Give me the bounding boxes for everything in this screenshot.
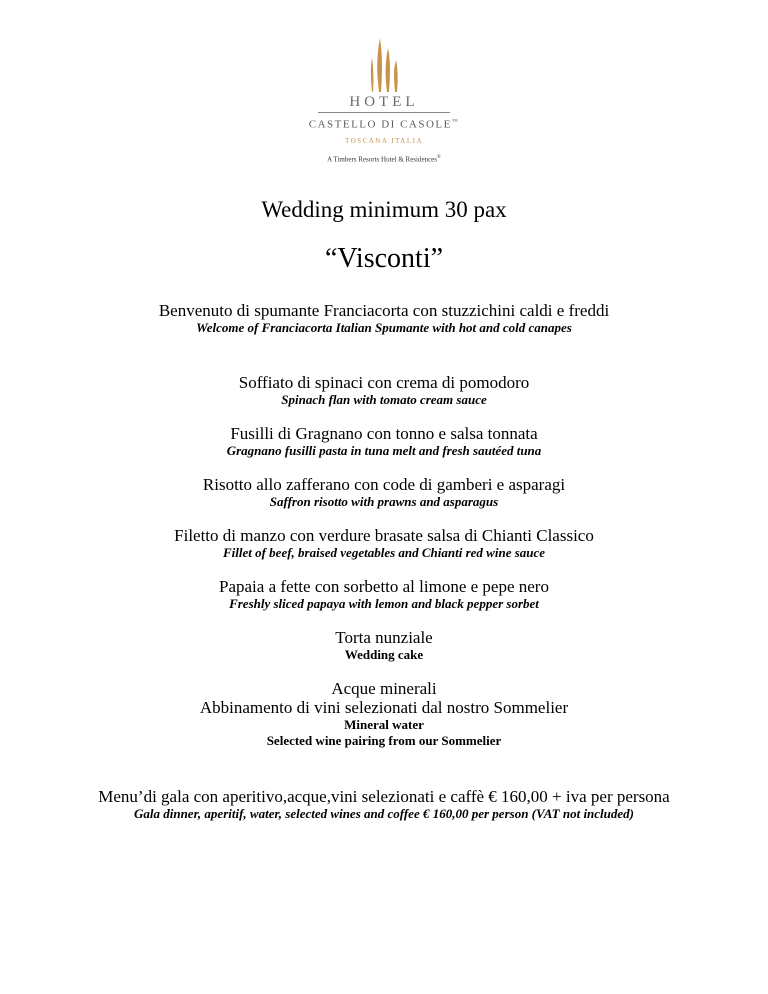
course-item: [0, 424, 768, 459]
logo-registered: ®: [437, 154, 441, 160]
drinks-en-line1: Mineral water: [344, 717, 424, 732]
logo-hotel-text: HOTEL: [349, 94, 419, 110]
menu-name: “Visconti”: [324, 243, 444, 274]
course-en: Wedding cake: [344, 647, 424, 662]
drinks-section: [0, 679, 768, 749]
menu-content: [0, 197, 768, 822]
hotel-logo: [0, 36, 768, 164]
drinks-it-line1: Acque minerali: [331, 679, 437, 698]
price-it: Menu’di gala con aperitivo,acque,vini selezionati e caffè € 160,00 + iva per persona: [98, 787, 670, 806]
logo-timbers-name: A Timbers Resorts Hotel & Residences: [327, 154, 438, 163]
course-item: [0, 628, 768, 663]
course-it: Papaia a fette con sorbetto al limone e pepe nero: [219, 577, 549, 596]
course-en: Spinach flan with tomato cream sauce: [281, 392, 487, 407]
course-it: Filetto di manzo con verdure brasate salsa di Chianti Classico: [174, 526, 594, 545]
course-item: [0, 577, 768, 612]
logo-divider: [318, 112, 450, 113]
course-item: [0, 475, 768, 510]
drinks-it-line2: Abbinamento di vini selezionati dal nostro Sommelier: [199, 698, 569, 717]
course-it: Soffiato di spinaci con crema di pomodoro: [238, 373, 530, 392]
logo-castello-text: [0, 116, 768, 132]
price-en: Gala dinner, aperitif, water, selected wines and coffee € 160,00 per person (VAT not included): [133, 806, 634, 821]
course-it: Fusilli di Gragnano con tonno e salsa tonnata: [230, 424, 538, 443]
course-en: Freshly sliced papaya with lemon and black pepper sorbet: [229, 596, 539, 611]
logo-timbers-text: [0, 153, 768, 164]
logo-trademark: ™: [451, 119, 460, 125]
menu-title: Wedding minimum 30 pax: [261, 197, 507, 222]
course-item: [0, 526, 768, 561]
logo-castello-name: CASTELLO DI CASOLE: [308, 118, 452, 131]
welcome-en: Welcome of Franciacorta Italian Spumante with hot and cold canapes: [196, 320, 572, 335]
course-en: Gragnano fusilli pasta in tuna melt and fresh sautéed tuna: [226, 443, 542, 458]
course-item: [0, 373, 768, 408]
welcome-it: Benvenuto di spumante Franciacorta con stuzzichini caldi e freddi: [158, 301, 610, 320]
course-en: Fillet of beef, braised vegetables and Chianti red wine sauce: [222, 545, 546, 560]
course-en: Saffron risotto with prawns and asparagus: [269, 494, 499, 509]
cypress-trees-icon: [364, 36, 404, 92]
course-it: Risotto allo zafferano con code di gamberi e asparagi: [202, 475, 566, 494]
price-section: [0, 787, 768, 822]
course-it: Torta nunziale: [335, 628, 433, 647]
welcome-section: [0, 301, 768, 336]
logo-toscana-text: TOSCANA ITALIA: [344, 136, 424, 145]
drinks-en-line2: Selected wine pairing from our Sommelier: [266, 733, 502, 748]
